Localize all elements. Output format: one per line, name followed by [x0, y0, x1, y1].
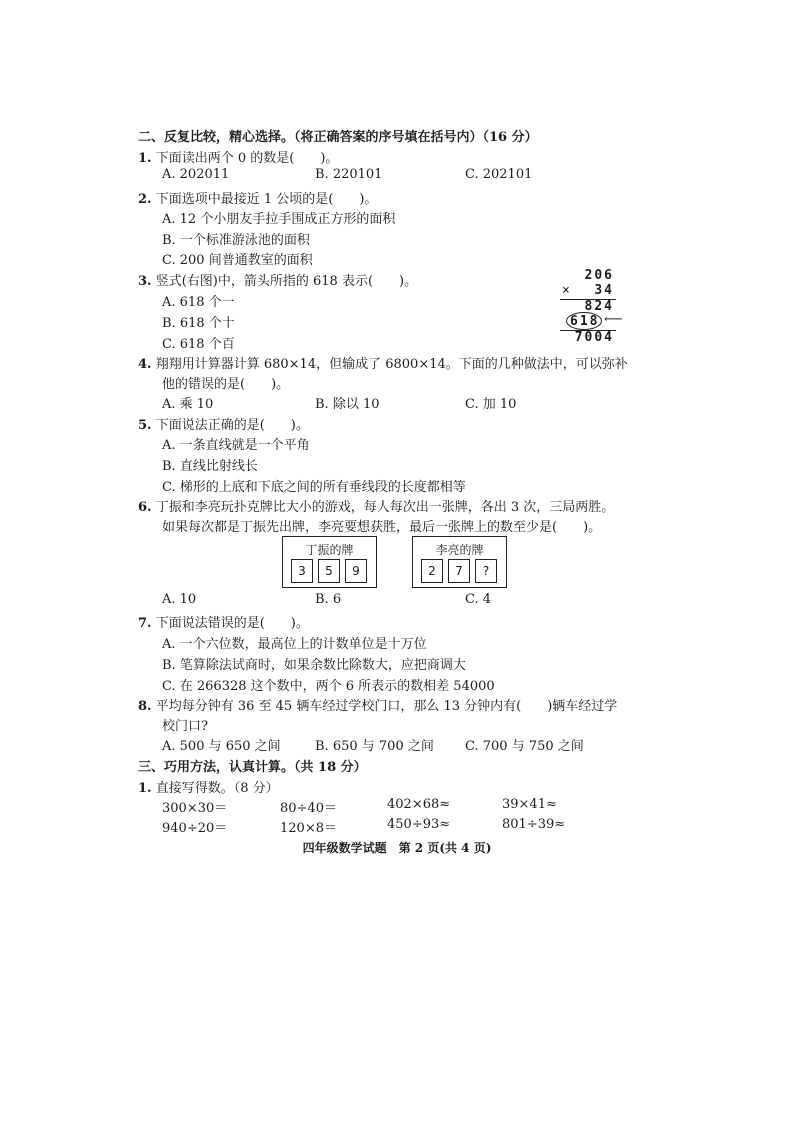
- question-8: [138, 695, 617, 714]
- page-footer: 四年级数学试题 第 2 页(共 4 页): [302, 841, 492, 855]
- question-4-continued: 他的错误的是( )。: [162, 377, 290, 392]
- q2-option-c: C. 200 间普通教室的面积: [162, 253, 313, 268]
- card-box-dingzhen: [282, 536, 377, 588]
- section-3-note: （共 18 分）: [294, 760, 367, 775]
- question-text: 下面说法正确的是( )。: [155, 418, 309, 433]
- question-text: 丁振和李亮玩扑克牌比大小的游戏，每人每次出一张牌，各出 3 次，三局两胜。: [155, 500, 615, 515]
- question-number: 8.: [138, 699, 152, 714]
- question-text: 平均每分钟有 36 至 45 辆车经过学校门口，那么 13 分钟内有( )辆车经过学: [155, 699, 618, 714]
- question-number: 7.: [138, 616, 152, 631]
- question-4: [138, 353, 628, 372]
- multiplier: 34: [594, 283, 614, 298]
- question-number: 5.: [138, 418, 152, 433]
- q8-option-b: B. 650 与 700 之间: [315, 739, 434, 754]
- question-number: 1.: [138, 151, 152, 166]
- q1-option-b: B. 220101: [315, 167, 383, 182]
- q5-option-b: B. 直线比射线长: [162, 459, 258, 474]
- multiplicand: 206: [584, 268, 614, 283]
- q2-option-b: B. 一个标准游泳池的面积: [162, 233, 310, 248]
- playing-card: 3: [291, 559, 313, 583]
- q6-option-c: C. 4: [465, 592, 492, 607]
- playing-card: 7: [448, 559, 470, 583]
- question-text: 下面读出两个 0 的数是( )。: [155, 151, 339, 166]
- card-box-title: 李亮的牌: [435, 543, 484, 557]
- section-2-title: 二、反复比较，精心选择。: [138, 130, 295, 145]
- question-number: 6.: [138, 500, 152, 515]
- q2-option-a: A. 12 个小朋友手拉手围成正方形的面积: [162, 212, 396, 227]
- q3-option-a: A. 618 个一: [162, 295, 235, 310]
- calc-item: 402×68≈: [387, 797, 451, 812]
- partial-product-2: 618: [570, 314, 600, 329]
- q4-option-b: B. 除以 10: [315, 397, 380, 412]
- q8-option-a: A. 500 与 650 之间: [162, 739, 281, 754]
- question-2: [138, 188, 377, 207]
- section-3-heading: [138, 756, 367, 775]
- section-2-heading: [138, 126, 538, 145]
- q1-option-c: C. 202101: [465, 167, 533, 182]
- calc-item: 39×41≈: [502, 797, 557, 812]
- card-box-title: 丁振的牌: [305, 543, 354, 557]
- section-3-title: 三、巧用方法，认真计算。: [138, 760, 295, 775]
- section-2-note: （将正确答案的序号填在括号内）（16 分）: [294, 130, 538, 145]
- playing-card: 9: [345, 559, 367, 583]
- vertical-multiplication-figure: [558, 266, 648, 346]
- q6-option-a: A. 10: [162, 592, 197, 607]
- question-5: [138, 414, 309, 433]
- q5-option-c: C. 梯形的上底和下底之间的所有垂线段的长度都相等: [162, 480, 466, 495]
- s3-question-1: [138, 777, 279, 796]
- q4-option-a: A. 乘 10: [162, 397, 214, 412]
- calc-item: 120×8＝: [280, 821, 337, 836]
- question-text: 翔翔用计算器计算 680×14，但输成了 6800×14。下面的几种做法中，可以弥补: [155, 357, 628, 372]
- question-6: [138, 496, 614, 515]
- card-box-liliang: [412, 536, 507, 588]
- calc-item: 300×30＝: [162, 801, 228, 816]
- playing-card: 5: [318, 559, 340, 583]
- question-number: 3.: [138, 274, 152, 289]
- partial-product-1: 824: [584, 299, 614, 314]
- question-1: [138, 147, 338, 166]
- q3-option-c: C. 618 个百: [162, 337, 235, 352]
- question-number: 2.: [138, 192, 152, 207]
- playing-card: 2: [421, 559, 443, 583]
- question-text: 下面说法错误的是( )。: [155, 616, 309, 631]
- q7-option-c: C. 在 266328 这个数中，两个 6 所表示的数相差 54000: [162, 679, 495, 694]
- calc-item: 801÷39≈: [502, 817, 566, 832]
- question-text: 竖式(右图)中，箭头所指的 618 表示( )。: [155, 274, 418, 289]
- product-result: 7004: [574, 330, 614, 345]
- q8-option-c: C. 700 与 750 之间: [465, 739, 584, 754]
- question-text: 下面选项中最接近 1 公顷的是( )。: [155, 192, 378, 207]
- q7-option-a: A. 一个六位数，最高位上的计数单位是十万位: [162, 637, 427, 652]
- question-number: 1.: [138, 781, 152, 796]
- question-7: [138, 612, 309, 631]
- question-6-continued: 如果每次都是丁振先出牌，李亮要想获胜，最后一张牌上的数至少是( )。: [162, 520, 602, 535]
- q5-option-a: A. 一条直线就是一个平角: [162, 438, 310, 453]
- calc-item: 80÷40＝: [280, 801, 337, 816]
- calc-item: 940÷20＝: [162, 821, 228, 836]
- q7-option-b: B. 笔算除法试商时，如果余数比除数大，应把商调大: [162, 658, 466, 673]
- q6-option-b: B. 6: [315, 592, 342, 607]
- playing-card: ?: [475, 559, 497, 583]
- question-text: 直接写得数。（8 分）: [155, 781, 279, 796]
- question-8-continued: 校门口?: [162, 719, 208, 734]
- multiply-sign: ×: [562, 283, 570, 298]
- q1-option-a: A. 202011: [162, 167, 230, 182]
- calc-item: 450÷93≈: [387, 817, 451, 832]
- q3-option-b: B. 618 个十: [162, 316, 235, 331]
- question-3: [138, 270, 417, 289]
- question-number: 4.: [138, 357, 152, 372]
- arrow-left-icon: ⟵: [604, 312, 623, 327]
- q4-option-c: C. 加 10: [465, 397, 517, 412]
